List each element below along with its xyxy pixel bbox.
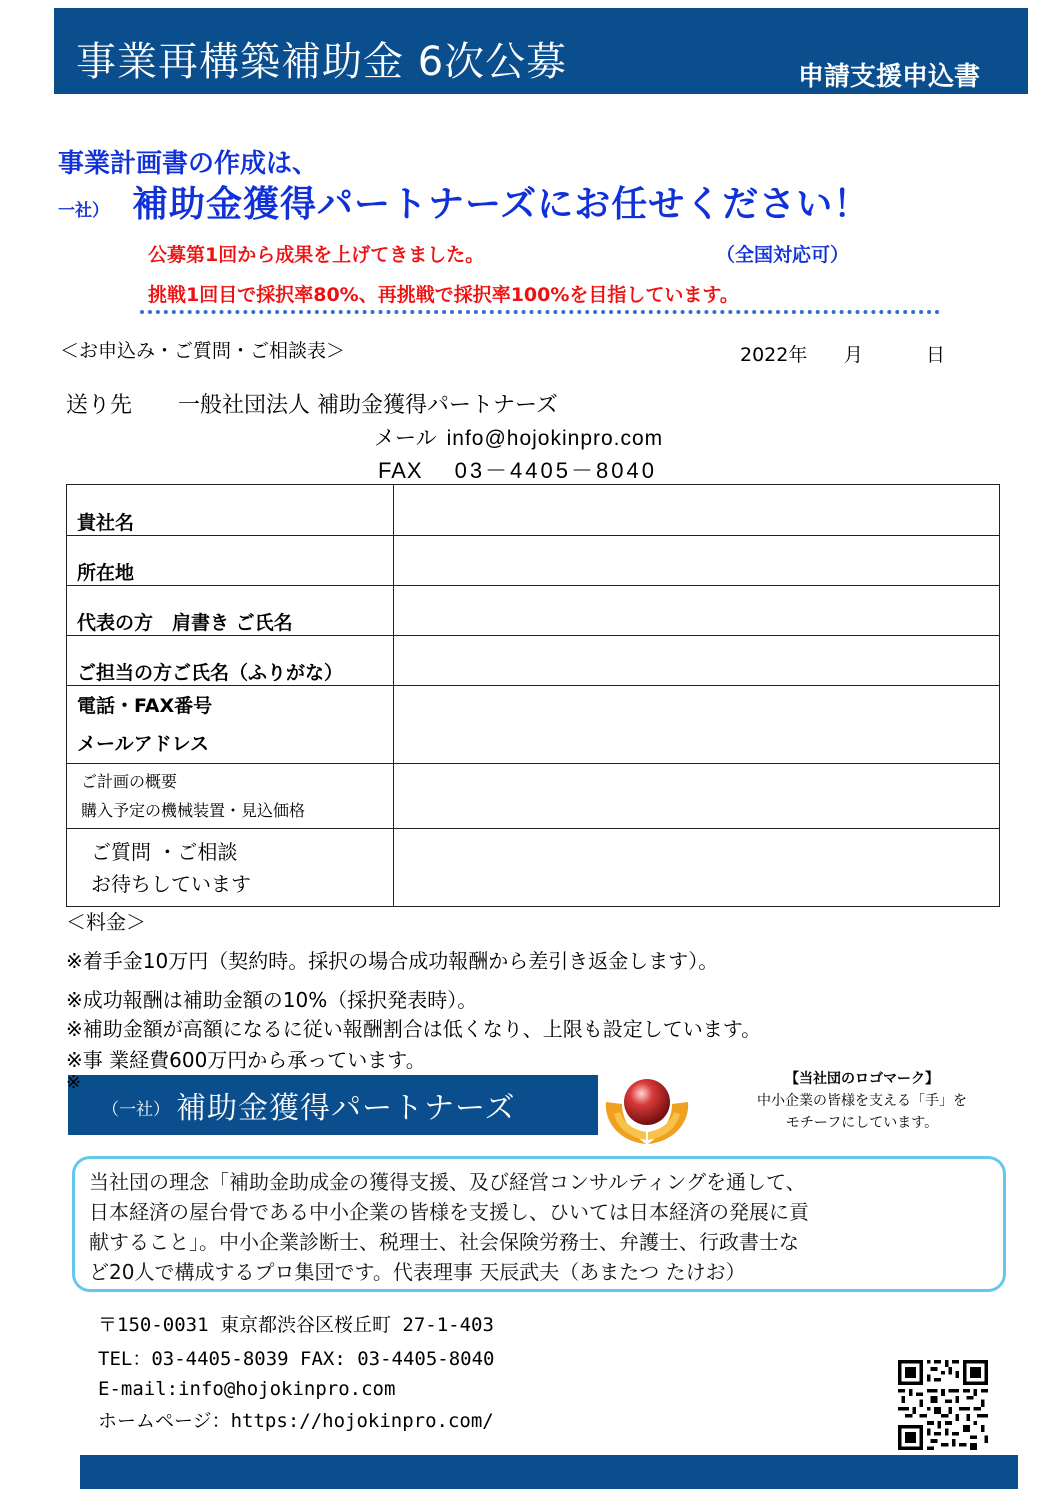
address-label: 所在地 <box>67 536 394 586</box>
company-input[interactable] <box>394 485 1000 536</box>
row-questions <box>67 829 1000 907</box>
philosophy-box <box>72 1156 1006 1292</box>
logo-caption <box>722 1068 1002 1134</box>
note-mark: ※ <box>66 1072 82 1093</box>
planned-equipment-label: 購入予定の機械装置・見込価格 <box>81 801 306 820</box>
title-banner <box>54 8 1028 94</box>
qr-code-icon[interactable] <box>898 1360 988 1450</box>
phone-email-label <box>67 686 394 764</box>
contact-person-input[interactable] <box>394 636 1000 686</box>
questions-label <box>67 829 394 907</box>
phone-fax-line: TEL：03-4405-8039 FAX: 03-4405-8040 <box>98 1348 495 1370</box>
headline-main: 補助金獲得パートナーズにお任せください！ <box>132 184 871 225</box>
dotted-divider <box>140 310 940 314</box>
organization-bar <box>68 1075 598 1135</box>
phone-email-input[interactable] <box>394 686 1000 764</box>
nationwide-note: （全国対応可） <box>716 244 850 266</box>
questions-line1: ご質問 ・ご相談 <box>91 839 238 864</box>
plan-input[interactable] <box>394 764 1000 829</box>
date-day: 日 <box>926 344 946 366</box>
form-subtitle: 申請支援申込書 <box>797 62 980 92</box>
representative-label: 代表の方 肩書き ご氏名 <box>67 586 394 636</box>
plan-summary-label: ご計画の概要 <box>81 772 178 791</box>
fee-item: ※着手金10万円（契約時。採択の場合成功報酬から差引き返金します）。 <box>66 949 719 973</box>
fee-item: ※成功報酬は補助金額の10%（採択発表時）。 <box>66 988 478 1012</box>
mail-label: メール <box>374 426 437 450</box>
plan-label <box>67 764 394 829</box>
row-contact-person <box>67 636 1000 686</box>
adoption-rate-note: 挑戦1回目で採択率80%、再挑戦で採択率100%を目指しています。 <box>148 284 739 306</box>
org-prefix: （一社） <box>102 1100 170 1120</box>
row-company <box>67 485 1000 536</box>
logo-caption-title: 【当社団のロゴマーク】 <box>785 1071 939 1087</box>
email-line[interactable]: E-mail:info@hojokinpro.com <box>98 1378 396 1400</box>
contact-person-label: ご担当の方ご氏名（ふりがな） <box>67 636 394 686</box>
homepage-line[interactable]: ホームページ：https://hojokinpro.com/ <box>98 1410 494 1432</box>
row-address <box>67 536 1000 586</box>
phone-fax-label: 電話・FAX番号 <box>77 694 213 717</box>
headline-prefix: 一社） <box>58 201 109 221</box>
philosophy-line: 献すること」。中小企業診断士、税理士、社会保険労務士、弁護士、行政書士な <box>89 1230 799 1254</box>
representative-input[interactable] <box>394 586 1000 636</box>
company-label: 貴社名 <box>67 485 394 536</box>
send-to <box>66 388 558 419</box>
logo-caption-line2: モチーフにしています。 <box>785 1115 939 1131</box>
philosophy-line: 日本経済の屋台骨である中小企業の皆様を支援し、ひいては日本経済の発展に貢 <box>89 1200 809 1224</box>
philosophy-line: 当社団の理念「補助金助成金の獲得支援、及び経営コンサルティングを通して、 <box>89 1170 806 1194</box>
address-input[interactable] <box>394 536 1000 586</box>
org-name: 補助金獲得パートナーズ <box>176 1091 516 1126</box>
row-phone-email <box>67 686 1000 764</box>
postal-address: 〒150-0031 東京都渋谷区桜丘町 27-1-403 <box>98 1314 494 1336</box>
form-heading: ＜お申込み・ご質問・ご相談表＞ <box>60 340 346 362</box>
date-month: 月 <box>844 344 864 366</box>
fee-item: ※補助金額が高額になるに従い報酬割合は低くなり、上限も設定しています。 <box>66 1017 762 1041</box>
questions-line2: お待ちしています <box>91 871 251 896</box>
hands-sphere-logo-icon <box>602 1074 692 1146</box>
logo-caption-line1: 中小企業の皆様を支える「手」を <box>757 1093 967 1109</box>
send-to-fax <box>378 454 657 485</box>
fee-item: ※事 業経費600万円から承っています。 <box>66 1048 426 1072</box>
footer-bar <box>80 1455 1018 1489</box>
fee-heading: ＜料金＞ <box>66 910 146 934</box>
row-plan <box>67 764 1000 829</box>
philosophy-line: ど20人で構成するプロ集団です。代表理事 天辰武夫（あまたつ たけお） <box>89 1260 746 1284</box>
application-form-table <box>66 484 1000 907</box>
send-to-org: 一般社団法人 補助金獲得パートナーズ <box>178 393 558 418</box>
mail-address[interactable]: info@hojokinpro.com <box>446 427 664 450</box>
row-representative <box>67 586 1000 636</box>
fax-label: FAX <box>378 458 423 483</box>
results-note: 公募第1回から成果を上げてきました。 <box>148 244 485 266</box>
fax-number: 03－4405－8040 <box>454 458 657 483</box>
headline-line1: 事業計画書の作成は、 <box>58 149 319 179</box>
send-to-label: 送り先 <box>66 393 133 418</box>
send-to-mail <box>374 422 663 452</box>
page-title: 事業再構築補助金 6次公募 <box>76 39 568 85</box>
email-label: メールアドレス <box>77 732 210 755</box>
date-year: 2022年 <box>740 344 808 366</box>
questions-input[interactable] <box>394 829 1000 907</box>
date-field[interactable] <box>740 340 945 367</box>
